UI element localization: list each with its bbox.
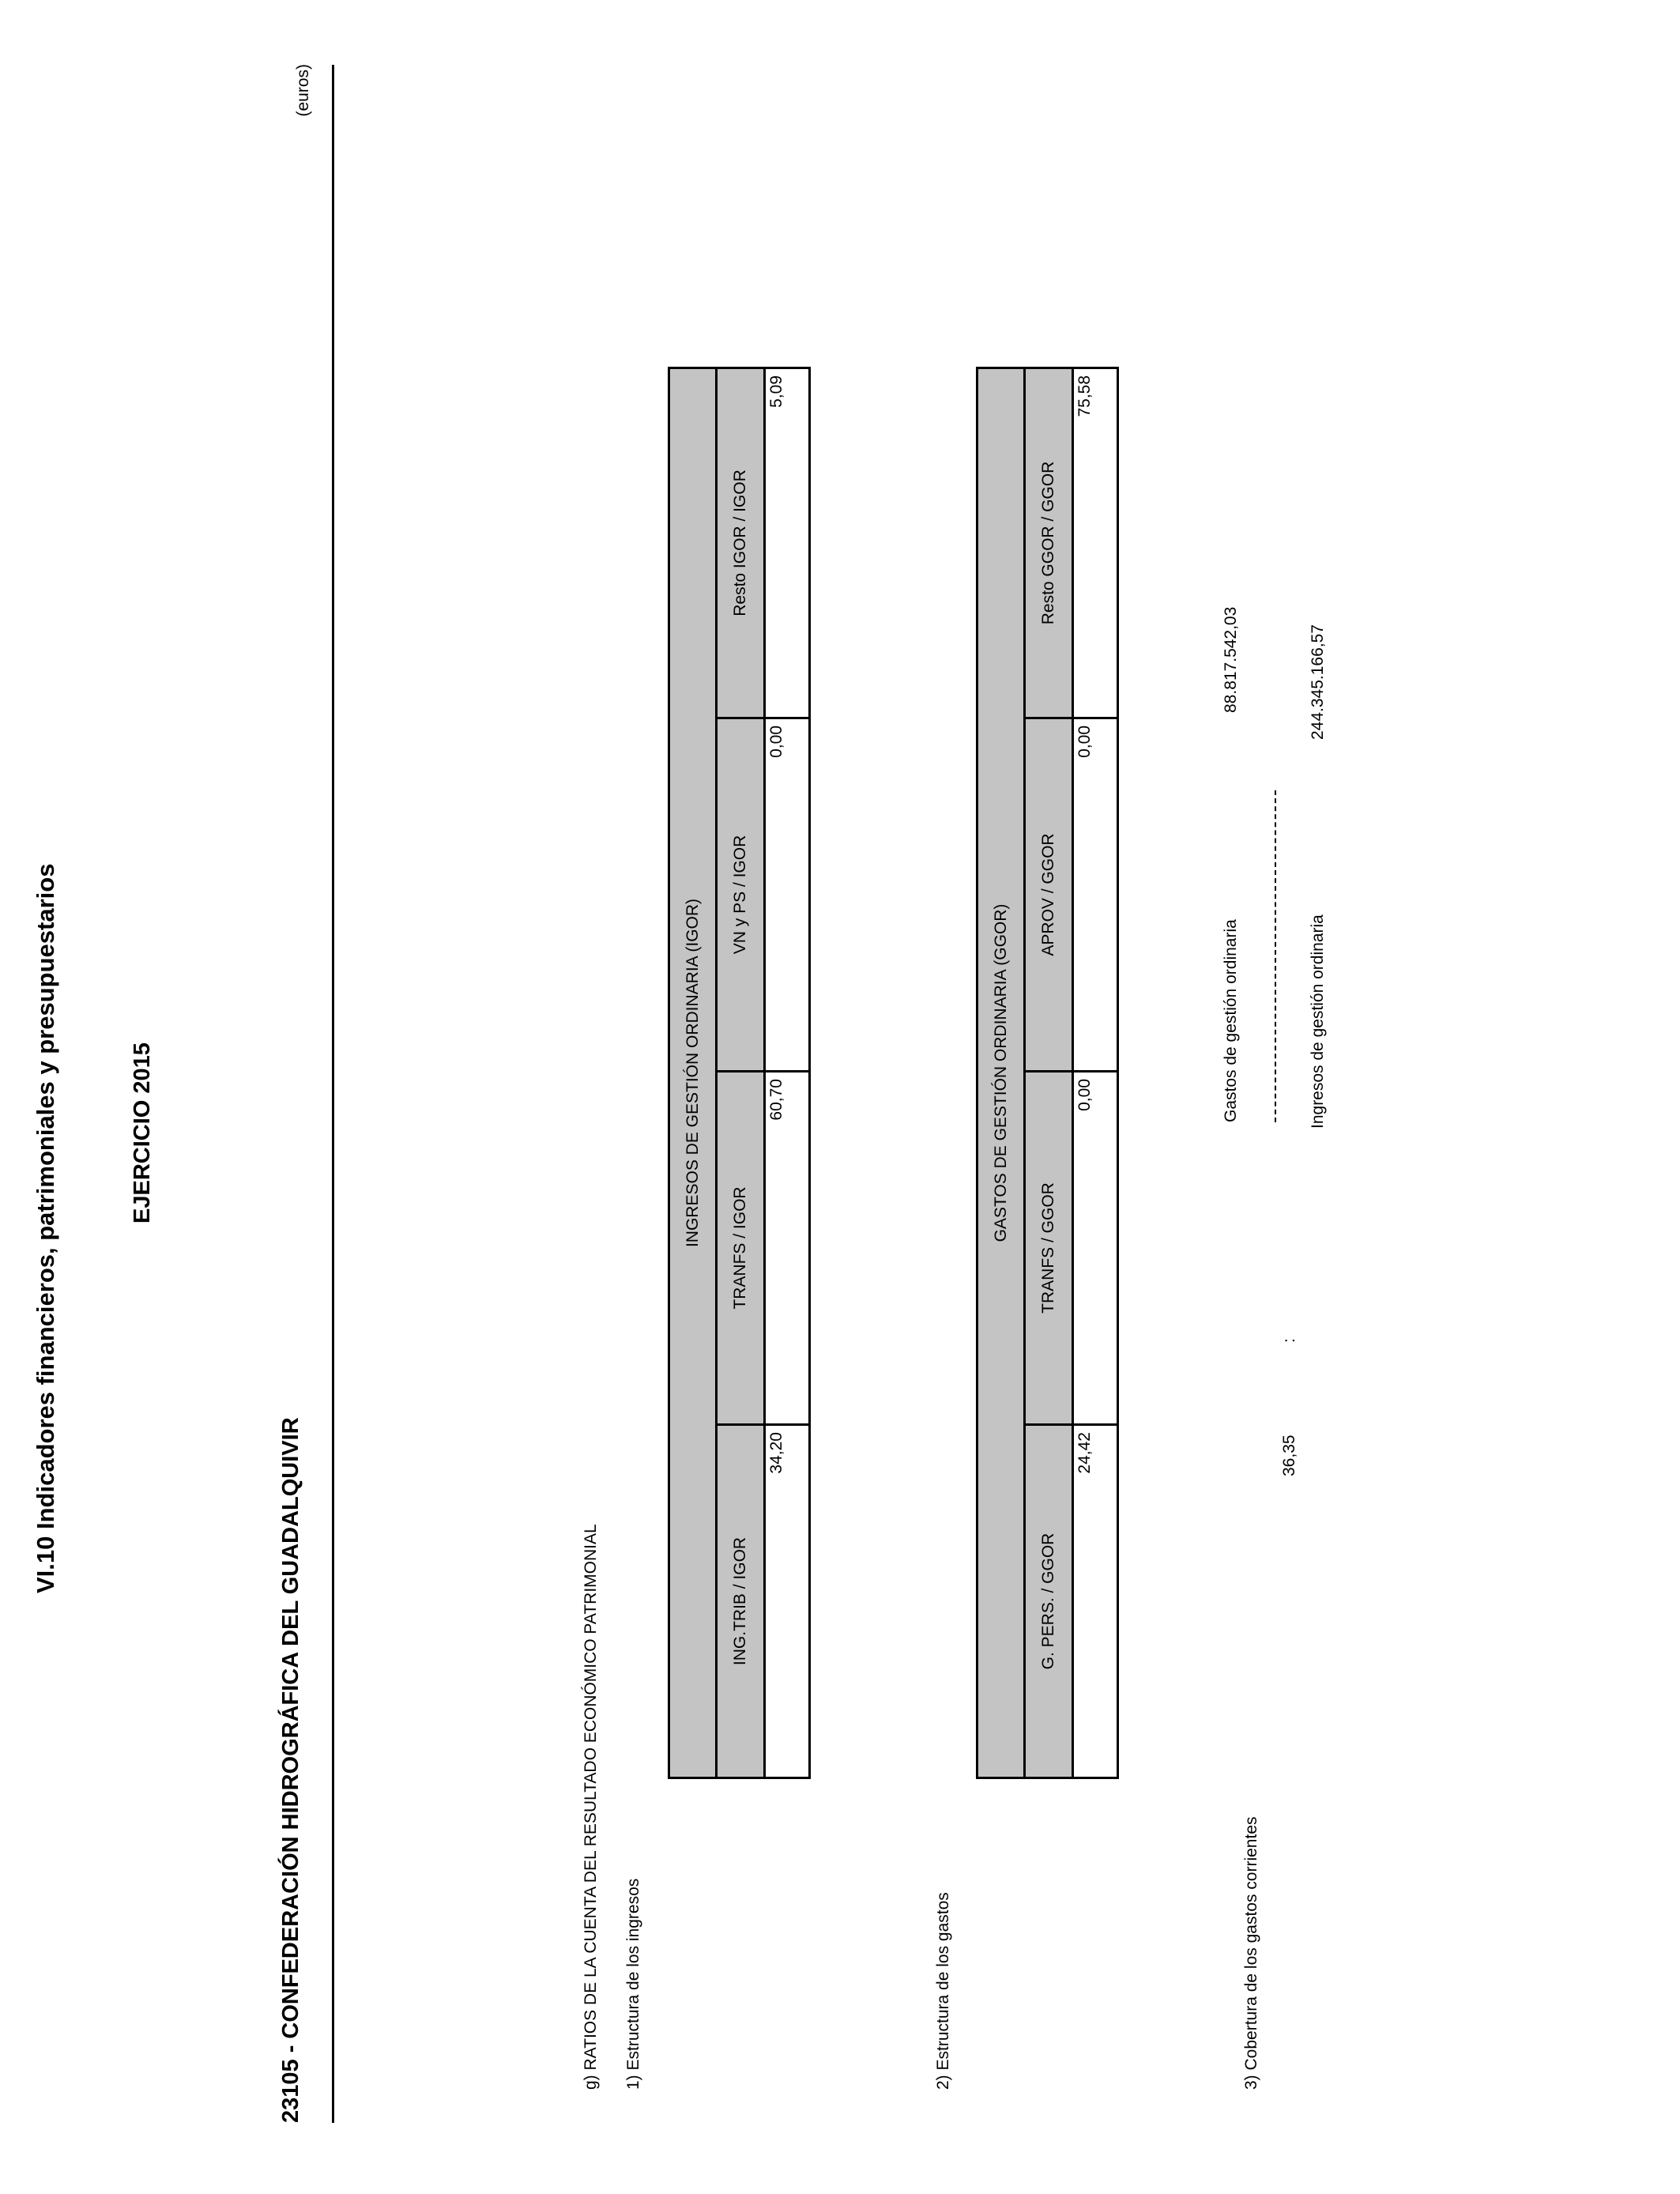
gastos-col-gpers: G. PERS. / GGOR — [1025, 1425, 1073, 1778]
gastos-val-aprov: 0,00 — [1073, 718, 1118, 1072]
numerator-value: 88.817.542,03 — [1222, 606, 1240, 713]
denominator-value: 244.345.166,57 — [1309, 624, 1327, 740]
ingresos-col-ingtrib: ING.TRIB / IGOR — [717, 1425, 765, 1778]
ingresos-val-ingtrib: 34,20 — [765, 1425, 810, 1778]
gastos-val-resto: 75,58 — [1073, 368, 1118, 718]
units-label: (euros) — [294, 64, 312, 117]
denominator-label: Ingresos de gestión ordinaria — [1309, 914, 1327, 1129]
cobertura-value: 36,35 — [1280, 1434, 1298, 1476]
section-title: g) RATIOS DE LA CUENTA DEL RESULTADO ECONÓMICO PATRIMONIAL — [582, 1524, 600, 2090]
gastos-col-aprov: APROV / GGOR — [1025, 718, 1073, 1072]
ingresos-col-resto: Resto IGOR / IGOR — [717, 368, 765, 718]
ingresos-label: 1) Estructura de los ingresos — [624, 1878, 642, 2090]
gastos-col-tranfs: TRANFS / GGOR — [1025, 1072, 1073, 1425]
header-rule — [332, 65, 334, 2123]
cobertura-label: 3) Cobertura de los gastos corrientes — [1242, 1816, 1260, 2090]
ingresos-header: INGRESOS DE GESTIÓN ORDINARIA (IGOR) — [669, 368, 717, 1778]
ingresos-table — [668, 367, 811, 1779]
fraction-line — [1275, 790, 1276, 1122]
gastos-table — [976, 367, 1119, 1779]
ingresos-col-tranfs: TRANFS / IGOR — [717, 1072, 765, 1425]
ingresos-val-resto: 5,09 — [765, 368, 810, 718]
ingresos-val-tranfs: 60,70 — [765, 1072, 810, 1425]
gastos-label: 2) Estructura de los gastos — [934, 1892, 952, 2090]
ingresos-val-vnps: 0,00 — [765, 718, 810, 1072]
ingresos-col-vnps: VN y PS / IGOR — [717, 718, 765, 1072]
gastos-val-tranfs: 0,00 — [1073, 1072, 1118, 1425]
gastos-header: GASTOS DE GESTIÓN ORDINARIA (GGOR) — [977, 368, 1025, 1777]
cobertura-colon: : — [1280, 1338, 1298, 1343]
exercise-year: EJERCICIO 2015 — [130, 1042, 155, 1223]
numerator-label: Gastos de gestión ordinaria — [1222, 919, 1240, 1122]
page-title: VI.10 Indicadores financieros, patrimoniales y presupuestarios — [32, 863, 59, 1593]
gastos-val-gpers: 24,42 — [1073, 1425, 1118, 1778]
entity-name: 23105 - CONFEDERACIÓN HIDROGRÁFICA DEL GUADALQUIVIR — [278, 1417, 303, 2123]
gastos-col-resto: Resto GGOR / GGOR — [1025, 368, 1073, 718]
